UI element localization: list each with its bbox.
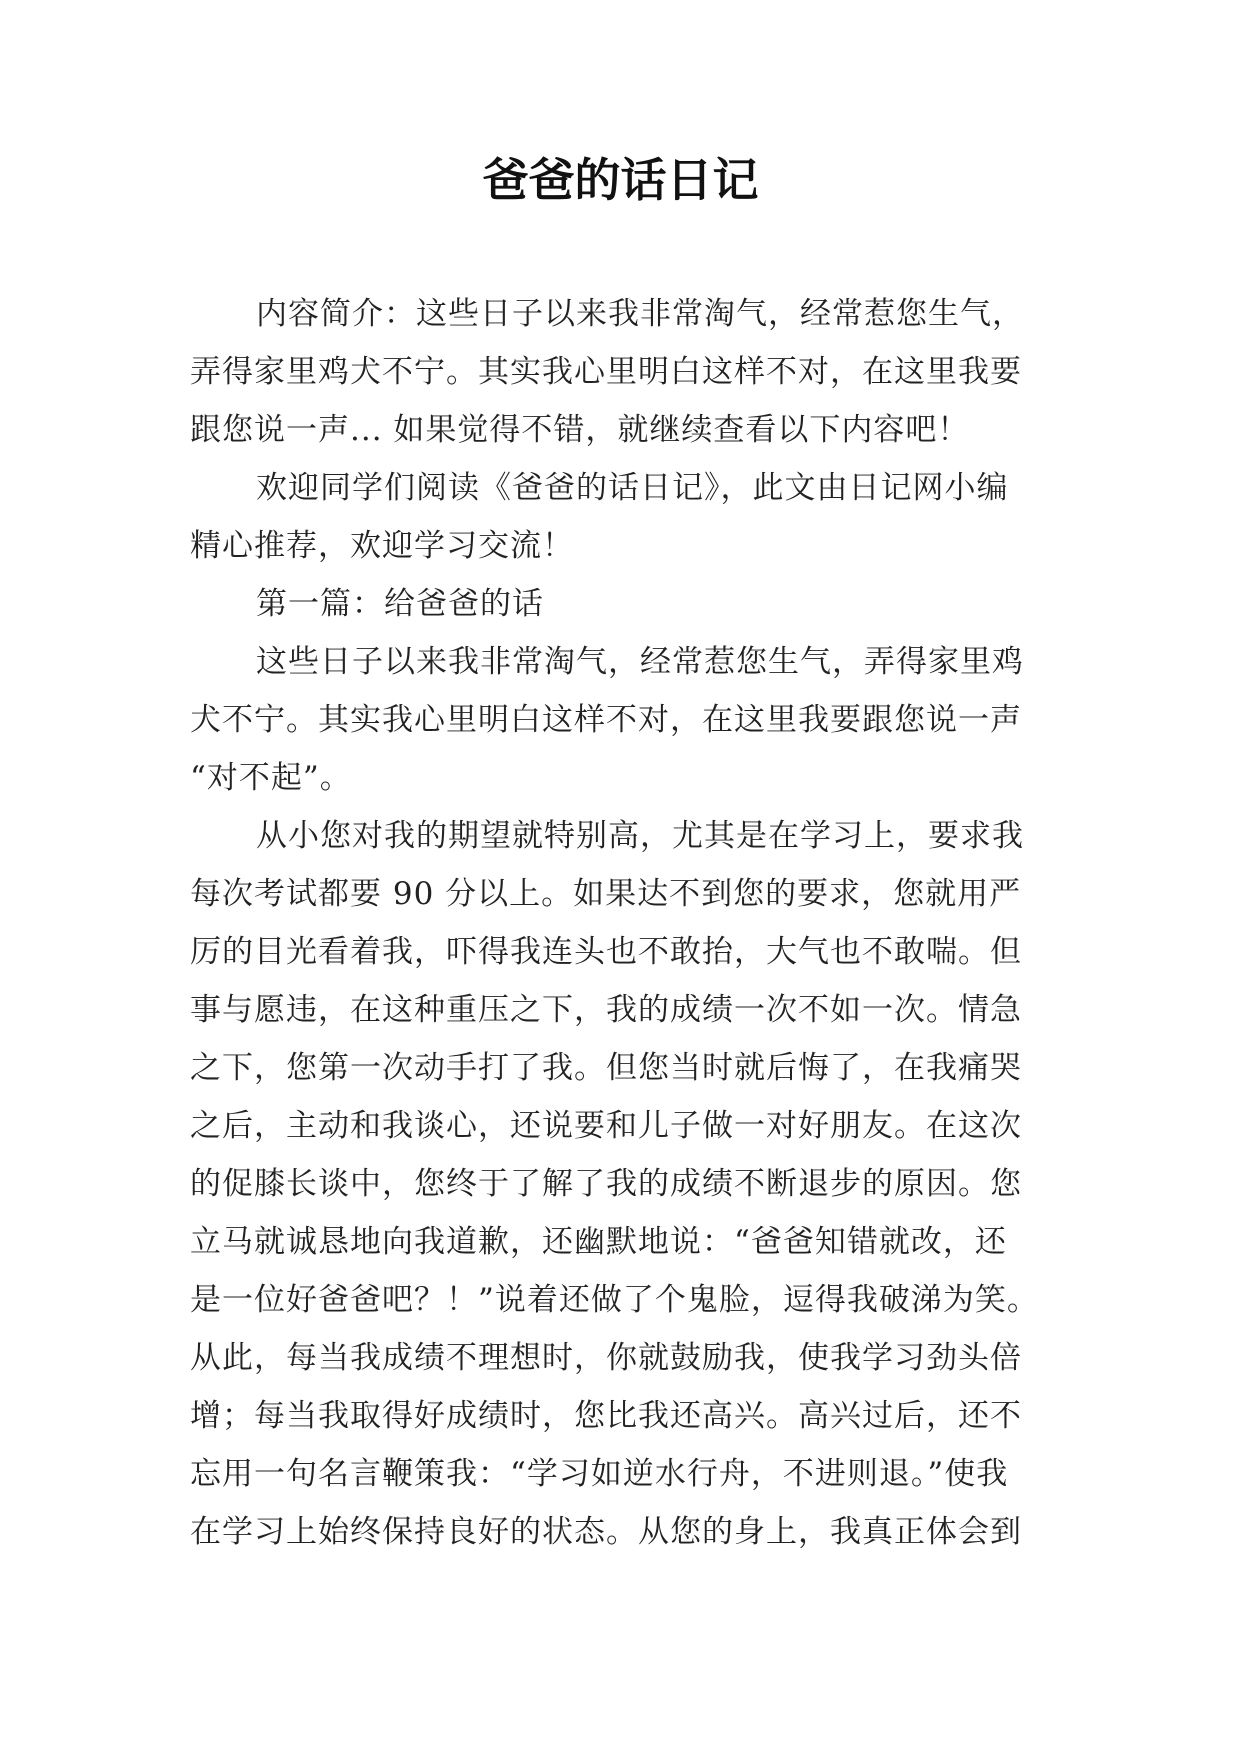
text-line: 立马就诚恳地向我道歉，还幽默地说：“爸爸知错就改，还 (190, 1224, 1007, 1260)
text-line: “对不起”。 (190, 760, 352, 796)
text-line: 精心推荐，欢迎学习交流！ (190, 528, 574, 564)
text-line: 之下，您第一次动手打了我。但您当时就后悔了，在我痛哭 (190, 1050, 1022, 1086)
text-line: 忘用一句名言鞭策我：“学习如逆水行舟，不进则退。”使我 (190, 1456, 1009, 1492)
text-line: 之后，主动和我谈心，还说要和儿子做一对好朋友。在这次 (190, 1108, 1022, 1144)
text-line: 是一位好爸爸吧？！”说着还做了个鬼脸，逗得我破涕为笑。 (190, 1282, 1039, 1318)
text-line: 弄得家里鸡犬不宁。其实我心里明白这样不对，在这里我要 (190, 354, 1022, 390)
text-line: 跟您说一声... 如果觉得不错，就继续查看以下内容吧！ (190, 412, 970, 448)
text-line: 增；每当我取得好成绩时，您比我还高兴。高兴过后，还不 (190, 1398, 1022, 1434)
text-line: 每次考试都要 90 分以上。如果达不到您的要求，您就用严 (190, 876, 1022, 912)
text-line: 事与愿违，在这种重压之下，我的成绩一次不如一次。情急 (190, 992, 1022, 1028)
text-line: 从此，每当我成绩不理想时，你就鼓励我，使我学习劲头倍 (190, 1340, 1022, 1376)
page-title: 爸爸的话日记 (482, 153, 759, 207)
document-body (190, 285, 1070, 1561)
text-line: 在学习上始终保持良好的状态。从您的身上，我真正体会到 (190, 1514, 1022, 1550)
text-line: 内容简介：这些日子以来我非常淘气，经常惹您生气， (256, 296, 1024, 332)
text-line: 厉的目光看着我，吓得我连头也不敢抬，大气也不敢喘。但 (190, 934, 1022, 970)
text-line: 犬不宁。其实我心里明白这样不对，在这里我要跟您说一声 (190, 702, 1022, 738)
text-line: 欢迎同学们阅读《爸爸的话日记》，此文由日记网小编 (256, 470, 1009, 506)
text-line: 第一篇：给爸爸的话 (256, 586, 544, 622)
text-line: 的促膝长谈中，您终于了解了我的成绩不断退步的原因。您 (190, 1166, 1022, 1202)
text-line: 这些日子以来我非常淘气，经常惹您生气，弄得家里鸡 (256, 644, 1024, 680)
text-line: 从小您对我的期望就特别高，尤其是在学习上，要求我 (256, 818, 1024, 854)
